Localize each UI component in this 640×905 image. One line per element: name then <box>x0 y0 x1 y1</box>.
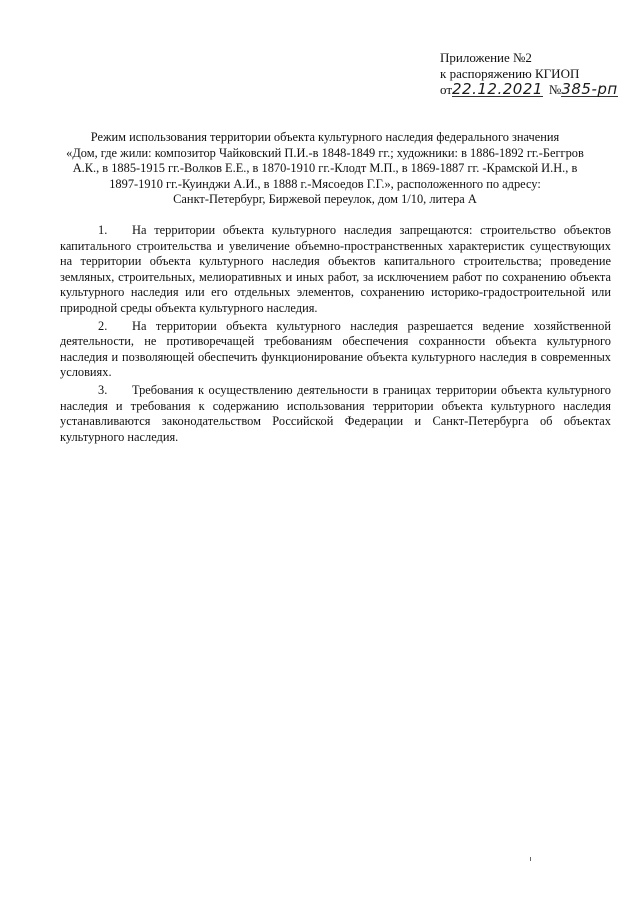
handwritten-number: 385-рп <box>561 80 618 98</box>
appendix-header <box>440 50 618 98</box>
paragraph-2 <box>60 319 611 381</box>
appendix-title: Приложение №2 <box>440 50 532 65</box>
heading-line: Режим использования территории объекта культурного наследия федерального значения <box>90 130 560 144</box>
number-prefix: № <box>548 82 562 97</box>
heading-line: Санкт-Петербург, Биржевой переулок, дом 1/10, литера А <box>173 192 477 206</box>
paragraph-text: Требования к осуществлению деятельности в границах территории объекта культурного наследия и требования к содержанию использования территории объекта культурного наследия устанавливаются законодательством Российской Федерации и Санкт-Петербурга об объектах культурного наследия. <box>60 382 611 444</box>
scan-mark <box>530 857 531 861</box>
paragraph-text: На территории объекта культурного наследия запрещаются: строительство объектов капитального строительства и увеличение объемно-пространственных характеристик существующих на территории объекта культурного наследия объектов капитального строительства; проведение земляных, строительных, мелиоративных и иных работ, за исключением работ по сохранению объекта культурного наследия или его отдельных элементов, сохранению историко-градостроительной или природной среды объекта культурного наследия. <box>60 223 611 315</box>
paragraph-number: 1. <box>98 223 108 237</box>
appendix-reference: к распоряжению КГИОП <box>440 66 580 81</box>
date-prefix: от <box>440 82 453 97</box>
document-body <box>60 223 611 447</box>
paragraph-1 <box>60 223 611 317</box>
handwritten-date: 22.12.2021 <box>452 80 543 98</box>
paragraph-3 <box>60 383 611 445</box>
appendix-date-number <box>440 82 618 98</box>
heading-line: А.К., в 1885-1915 гг.-Волков Е.Е., в 1870-1910 гг.-Клодт М.П., в 1869-1887 гг. -Крамской И.Н., в <box>72 161 578 175</box>
heading-line: 1897-1910 гг.-Куинджи А.И., в 1888 г.-Мясоедов Г.Г.», расположенного по адресу: <box>109 176 541 191</box>
paragraph-text: На территории объекта культурного наследия разрешается ведение хозяйственной деятельности, не противоречащей требованиям обеспечения сохранности объекта культурного наследия и позволяющей обеспечить функционирование объекта культурного наследия в современных условиях. <box>60 318 611 380</box>
paragraph-number: 2. <box>98 318 108 333</box>
heading-line: «Дом, где жили: композитор Чайковский П.И.-в 1848-1849 гг.; художники: в 1886-1892 гг.-Беггров <box>66 145 584 160</box>
document-heading <box>60 130 590 208</box>
paragraph-number: 3. <box>98 382 108 397</box>
